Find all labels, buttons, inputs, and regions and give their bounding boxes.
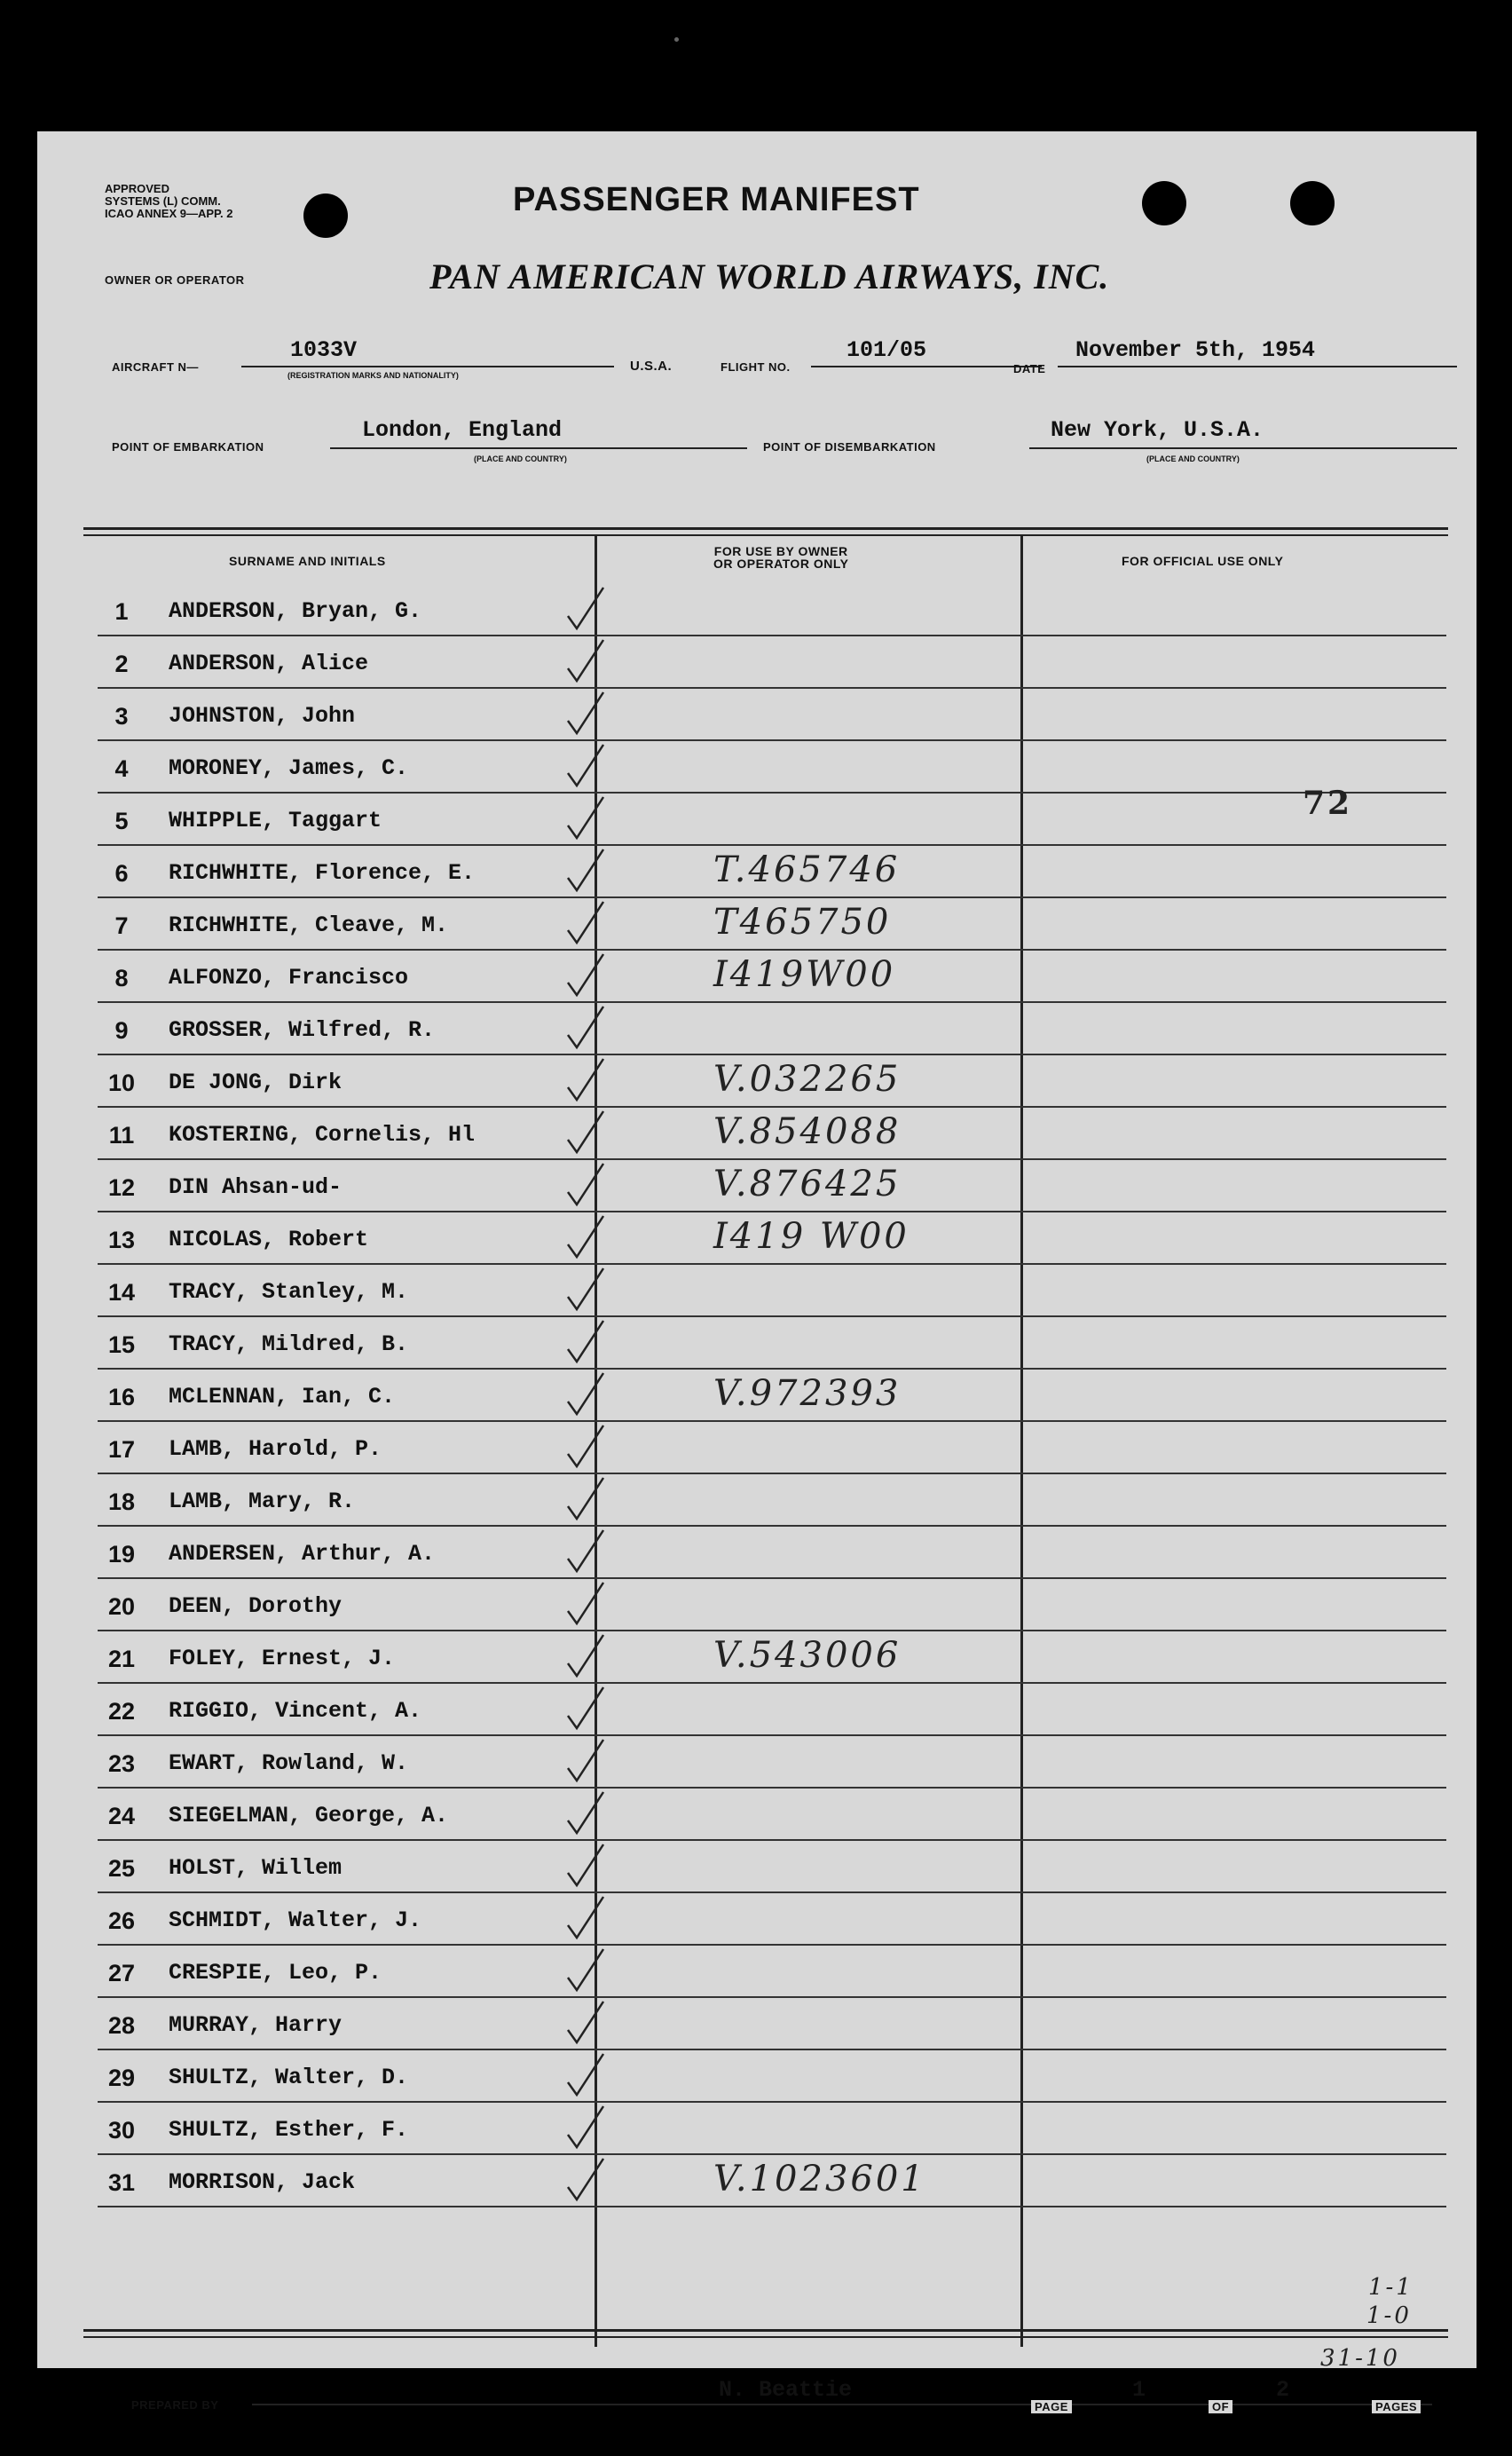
check-mark <box>568 640 603 681</box>
tally-2: 1-0 <box>1366 2302 1412 2329</box>
check-mark <box>568 2159 603 2199</box>
approval-notice: APPROVED SYSTEMS (L) COMM. ICAO ANNEX 9—APP. 2 <box>105 182 233 220</box>
passenger-name: SIEGELMAN, George, A. <box>169 1803 449 1828</box>
tally-1: 1-1 <box>1368 2274 1414 2301</box>
row-rule <box>98 1525 1446 1527</box>
check-mark <box>568 1007 603 1047</box>
passenger-name: DEEN, Dorothy <box>169 1593 343 1619</box>
row-rule <box>98 1211 1446 1212</box>
passenger-name: SHULTZ, Esther, F. <box>169 2117 409 2143</box>
check-mark <box>568 1268 603 1309</box>
prepared-label: PREPARED BY <box>131 2398 219 2412</box>
owner-use-note: T465750 <box>713 902 892 943</box>
row-rule <box>98 2206 1446 2207</box>
row-number: 11 <box>108 1122 135 1149</box>
owner-use-note: T.465746 <box>713 849 901 890</box>
disembark-value: New York, U.S.A. <box>1051 417 1264 443</box>
row-number: 9 <box>114 1017 129 1044</box>
row-rule <box>98 687 1446 689</box>
row-number: 2 <box>114 651 129 677</box>
owner-use-note: V.1023601 <box>713 2159 926 2199</box>
check-mark <box>568 1216 603 1257</box>
row-number: 19 <box>107 1541 136 1568</box>
row-number: 13 <box>107 1227 136 1253</box>
date-value: November 5th, 1954 <box>1075 337 1316 363</box>
passenger-name: DIN Ahsan-ud- <box>169 1174 343 1200</box>
disembark-caption: (PLACE AND COUNTRY) <box>1146 454 1240 463</box>
passenger-name: WHIPPLE, Taggart <box>169 808 382 833</box>
passenger-name: CRESPIE, Leo, P. <box>169 1960 382 1986</box>
check-mark <box>568 1949 603 1990</box>
check-mark <box>568 1373 603 1414</box>
row-number: 29 <box>107 2065 136 2091</box>
passenger-name: TRACY, Stanley, M. <box>169 1279 409 1305</box>
flight-underline <box>811 366 1042 367</box>
row-rule <box>98 1158 1446 1160</box>
disembark-label: POINT OF DISEMBARKATION <box>763 440 936 454</box>
row-rule <box>98 1682 1446 1684</box>
row-number: 17 <box>107 1436 136 1463</box>
owner-use-note: I419 W00 <box>713 1216 910 1257</box>
row-number: 24 <box>107 1803 136 1829</box>
row-number: 27 <box>107 1960 136 1986</box>
check-mark <box>568 1687 603 1728</box>
row-rule <box>98 1054 1446 1055</box>
row-rule <box>98 1839 1446 1841</box>
row-rule <box>98 635 1446 636</box>
punch-hole-left <box>303 193 348 238</box>
row-number: 1 <box>114 598 129 625</box>
passenger-name: SCHMIDT, Walter, J. <box>169 1907 422 1933</box>
check-mark <box>568 1425 603 1466</box>
owner-use-note: V.854088 <box>713 1111 902 1152</box>
row-number: 12 <box>107 1174 136 1201</box>
row-number: 22 <box>107 1698 136 1725</box>
check-mark <box>568 1164 603 1204</box>
owner-use-note: V.876425 <box>713 1164 902 1204</box>
check-mark <box>568 954 603 995</box>
table-top-rule <box>83 527 1448 530</box>
passenger-name: MORRISON, Jack <box>169 2169 356 2195</box>
embark-caption: (PLACE AND COUNTRY) <box>474 454 567 463</box>
row-rule <box>98 1577 1446 1579</box>
header-surname: SURNAME AND INITIALS <box>229 554 386 568</box>
passenger-name: ANDERSON, Alice <box>169 651 369 676</box>
check-mark <box>568 2054 603 2095</box>
check-mark <box>568 745 603 786</box>
usa-label: U.S.A. <box>630 359 673 374</box>
check-mark <box>568 1740 603 1781</box>
table-bottom-rule <box>83 2329 1448 2332</box>
embark-underline <box>330 447 747 449</box>
passenger-name: MCLENNAN, Ian, C. <box>169 1384 396 1410</box>
row-number: 15 <box>107 1331 136 1358</box>
official-note-72: 72 <box>1303 785 1353 822</box>
passenger-name: HOLST, Willem <box>169 1855 343 1881</box>
passenger-name: JOHNSTON, John <box>169 703 356 729</box>
check-mark <box>568 588 603 628</box>
page-value: 1 <box>1132 2377 1146 2403</box>
passenger-name: MORONEY, James, C. <box>169 755 409 781</box>
row-rule <box>98 1996 1446 1998</box>
check-mark <box>568 1321 603 1362</box>
check-mark <box>568 2106 603 2147</box>
aircraft-value: 1033V <box>290 337 358 363</box>
row-number: 8 <box>114 965 129 991</box>
row-rule <box>98 1473 1446 1474</box>
passenger-name: ANDERSON, Bryan, G. <box>169 598 422 624</box>
row-rule <box>98 2153 1446 2155</box>
passenger-name: SHULTZ, Walter, D. <box>169 2065 409 2090</box>
row-rule <box>98 1368 1446 1370</box>
row-number: 3 <box>114 703 129 730</box>
pages-label: PAGES <box>1372 2400 1421 2413</box>
date-label: DATE <box>1013 362 1046 375</box>
passenger-name: LAMB, Harold, P. <box>169 1436 382 1462</box>
row-rule <box>98 792 1446 794</box>
check-mark <box>568 849 603 890</box>
row-number: 16 <box>107 1384 136 1410</box>
row-number: 26 <box>107 1907 136 1934</box>
row-number: 31 <box>107 2169 136 2196</box>
row-number: 6 <box>114 860 129 887</box>
row-rule <box>98 1263 1446 1265</box>
header-official: FOR OFFICIAL USE ONLY <box>1122 554 1284 568</box>
owner-label: OWNER OR OPERATOR <box>105 273 245 287</box>
check-mark <box>568 2002 603 2042</box>
form-title: PASSENGER MANIFEST <box>513 181 920 218</box>
aircraft-underline <box>241 366 614 367</box>
check-mark <box>568 692 603 733</box>
aircraft-label: AIRCRAFT N— <box>112 360 199 374</box>
registration-caption: (REGISTRATION MARKS AND NATIONALITY) <box>287 371 459 380</box>
passenger-name: TRACY, Mildred, B. <box>169 1331 409 1357</box>
row-rule <box>98 1891 1446 1893</box>
passenger-name: NICOLAS, Robert <box>169 1227 369 1252</box>
row-rule <box>98 1106 1446 1108</box>
prepared-underline <box>252 2404 1432 2405</box>
row-rule <box>98 896 1446 898</box>
scan-speck <box>674 37 679 42</box>
passenger-name: GROSSER, Wilfred, R. <box>169 1017 436 1043</box>
owner-use-note: I419W00 <box>713 954 896 995</box>
row-rule <box>98 844 1446 846</box>
row-rule <box>98 1787 1446 1789</box>
check-mark <box>568 1111 603 1152</box>
row-rule <box>98 1001 1446 1003</box>
passenger-name: FOLEY, Ernest, J. <box>169 1646 396 1671</box>
passenger-name: ANDERSEN, Arthur, A. <box>169 1541 436 1567</box>
owner-use-note: V.972393 <box>713 1373 902 1414</box>
row-rule <box>98 1420 1446 1422</box>
check-mark <box>568 1059 603 1100</box>
passenger-name: LAMB, Mary, R. <box>169 1489 356 1514</box>
flight-value: 101/05 <box>847 337 927 363</box>
passenger-name: EWART, Rowland, W. <box>169 1750 409 1776</box>
passenger-name: RIGGIO, Vincent, A. <box>169 1698 422 1724</box>
check-mark <box>568 797 603 838</box>
check-mark <box>568 1530 603 1571</box>
of-label: OF <box>1209 2400 1232 2413</box>
page-label: PAGE <box>1031 2400 1072 2413</box>
embark-label: POINT OF EMBARKATION <box>112 440 264 454</box>
row-number: 28 <box>107 2012 136 2039</box>
embark-value: London, England <box>362 417 563 443</box>
owner-use-note: V.032265 <box>713 1059 902 1100</box>
row-number: 10 <box>107 1070 136 1096</box>
passenger-name: RICHWHITE, Florence, E. <box>169 860 476 886</box>
row-rule <box>98 1734 1446 1736</box>
row-rule <box>98 1630 1446 1631</box>
punch-hole-right-1 <box>1142 181 1186 225</box>
header-owner-use: FOR USE BY OWNER OR OPERATOR ONLY <box>713 544 849 571</box>
row-number: 7 <box>114 912 129 939</box>
passenger-name: KOSTERING, Cornelis, Hl <box>169 1122 476 1148</box>
table-top-rule-2 <box>83 534 1448 536</box>
row-number: 21 <box>107 1646 136 1672</box>
row-rule <box>98 949 1446 951</box>
date-underline <box>1058 366 1457 367</box>
row-number: 25 <box>107 1855 136 1882</box>
row-number: 14 <box>107 1279 136 1306</box>
row-rule <box>98 2101 1446 2103</box>
check-mark <box>568 902 603 943</box>
flight-label: FLIGHT NO. <box>721 360 791 374</box>
row-number: 30 <box>107 2117 136 2144</box>
prepared-value: N. Beattie <box>719 2377 853 2403</box>
passenger-name: MURRAY, Harry <box>169 2012 343 2038</box>
row-rule <box>98 1315 1446 1317</box>
row-rule <box>98 739 1446 741</box>
passenger-name: RICHWHITE, Cleave, M. <box>169 912 449 938</box>
check-mark <box>568 1897 603 1938</box>
row-number: 18 <box>107 1489 136 1515</box>
passenger-name: ALFONZO, Francisco <box>169 965 409 991</box>
disembark-underline <box>1029 447 1457 449</box>
manifest-sheet <box>37 131 1477 2413</box>
row-number: 5 <box>114 808 129 834</box>
passenger-name: DE JONG, Dirk <box>169 1070 343 1095</box>
owner-use-note: V.543006 <box>713 1635 902 1676</box>
check-mark <box>568 1792 603 1833</box>
punch-hole-right-2 <box>1290 181 1335 225</box>
column-divider-2 <box>1020 536 1023 2347</box>
row-number: 23 <box>107 1750 136 1777</box>
row-rule <box>98 1944 1446 1946</box>
check-mark <box>568 1478 603 1519</box>
tally-3: 31-10 <box>1320 2345 1400 2372</box>
table-bottom-rule-2 <box>83 2336 1448 2338</box>
row-rule <box>98 2049 1446 2050</box>
row-number: 4 <box>114 755 129 782</box>
check-mark <box>568 1844 603 1885</box>
check-mark <box>568 1635 603 1676</box>
check-marks <box>561 131 667 2350</box>
airline-name: PAN AMERICAN WORLD AIRWAYS, INC. <box>429 257 1110 296</box>
of-value: 2 <box>1276 2377 1290 2403</box>
check-mark <box>568 1583 603 1623</box>
row-number: 20 <box>107 1593 136 1620</box>
